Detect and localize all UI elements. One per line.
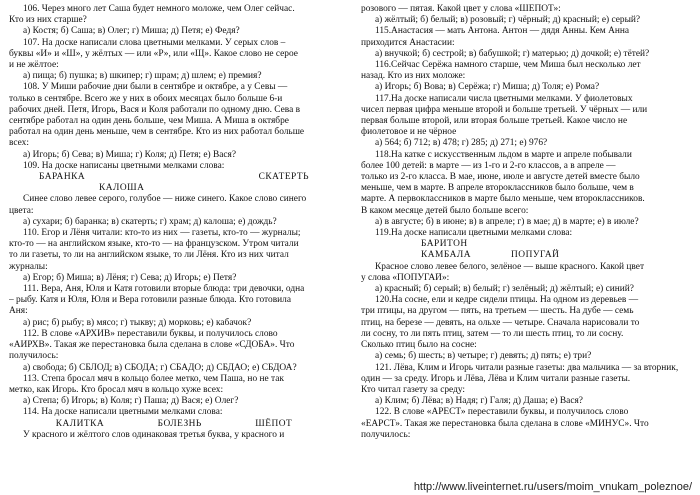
- text-line: только в сентябре. Всего же у них в обоих месяцах было больше 6-и: [9, 93, 283, 104]
- text-line: фиолетовое и не чёрное: [361, 127, 457, 138]
- board-word: КАЛОША: [99, 183, 145, 194]
- text-line: 119.На доске написали цветными мелками слова:: [375, 228, 573, 239]
- text-line: а) в августе; б) в июне; в) в апреле; г) в мае; д) в марте; е) в июле?: [375, 216, 639, 227]
- board-word: СКАТЕРТЬ: [258, 172, 309, 183]
- text-line: а) внучкой; б) сестрой; в) бабушкой; г) матерью; д) дочкой; е) тётей?: [375, 48, 650, 59]
- text-line: а) пища; б) пушка; в) шкипер; г) шрам; д) шлем; е) премия?: [23, 71, 262, 82]
- text-line: 111. Вера, Аня, Юля и Катя готовили вторые блюда: три девочки, одна: [23, 284, 305, 295]
- watermark-url: http://www.liveinternet.ru/users/moim_vnukam_poleznoe/: [413, 481, 692, 493]
- left-lines-3: [9, 430, 339, 441]
- text-line: ли сосну, то ли пять птиц, затем — то ли шесть птиц, то ли сосну.: [361, 328, 624, 339]
- text-line: 121. Лёва, Клим и Игорь читали разные газеты: два мальчика — за вторник,: [375, 362, 679, 373]
- text-line: а) семь; б) шесть; в) четыре; г) девять; д) пять; е) три?: [375, 351, 592, 362]
- words-109-row2: [9, 183, 339, 194]
- text-line: а) 564; б) 712; в) 478; г) 285; д) 271; е) 976?: [375, 138, 548, 149]
- text-line: Кто читал газету за среду:: [361, 384, 466, 395]
- text-line: один — за среду. Игорь и Лёва, Лёва и Клим читали разные газеты.: [361, 373, 631, 384]
- text-line: Аня:: [9, 306, 28, 317]
- text-line: а) Клим; б) Лёва; в) Надя; г) Галя; д) Даша; е) Вася?: [375, 396, 583, 407]
- text-line: журналы:: [9, 261, 48, 272]
- text-line: марте. А первоклассников в марте было меньше, чем второклассников.: [361, 194, 645, 205]
- text-line: 114. На доске написали цветными мелками слова:: [23, 407, 223, 418]
- words-114: [9, 419, 339, 430]
- text-line: Сколько птиц было на сосне:: [361, 340, 477, 351]
- text-line: и не жёлтое:: [9, 60, 59, 71]
- text-line: У красного и жёлтого слов одинаковая третья буква, у красного и: [23, 429, 285, 440]
- text-line: 110. Егор и Лёня читали: кто-то из них — газеты, кто-то — журналы;: [23, 228, 301, 239]
- text-line: 120.На сосне, ели и кедре сидели птицы. На одном из деревьев —: [375, 295, 639, 306]
- text-line: 107. На доске написали слова цветными мелками. У серых слов –: [23, 37, 286, 48]
- text-line: то ли газеты, то ли на английском языке, то ли Лёня. Кто из них читал: [9, 250, 289, 261]
- text-line: первая больше второй, или вторая больше третьей. Какое число не: [361, 116, 628, 127]
- right-lines-2: [361, 262, 693, 441]
- text-line: птиц, на березе — девять, на ольхе — четыре. Сначала нарисовали то: [361, 317, 640, 328]
- board-word: БАРАНКА: [39, 172, 86, 183]
- text-line: три птицы, на другом — пять, на третьем — шесть. На дубе — семь: [361, 306, 634, 317]
- text-line: а) сухари; б) баранка; в) скатерть; г) храм; д) калоша; е) дождь?: [23, 216, 277, 227]
- text-line: 115.Анастасия — мать Антона. Антон — дядя Анны. Кем Анна: [375, 26, 630, 37]
- text-line: а) Игорь; б) Сева; в) Миша; г) Коля; д) Петя; е) Вася?: [23, 149, 237, 160]
- text-line: Красное слово левее белого, зелёное — выше красного. Какой цвет: [375, 261, 645, 272]
- left-lines-2: [9, 194, 339, 418]
- text-line: а) Егор; б) Миша; в) Лёня; г) Сева; д) Игорь; е) Петя?: [23, 272, 237, 283]
- text-line: 112. В слове «АРХИВ» переставили буквы, и получилось слово: [23, 328, 278, 339]
- board-word: БОЛЕЗНЬ: [157, 418, 202, 429]
- text-line: только из 2-го класса. В мае, июне, июле и августе детей вместе было: [361, 172, 640, 183]
- text-line: Кто из них старше?: [9, 15, 87, 26]
- text-line: работал на один день меньше, чем в сентябре. Кто из них работал больше: [9, 127, 305, 138]
- text-line: кто-то — на английском языке, кто-то — на французском. Утром читали: [9, 239, 299, 250]
- text-line: получилось:: [361, 429, 411, 440]
- text-line: буквы «И» и «Ш», у жёлтых — или «Р», или «Щ». Какое слово не серое: [9, 48, 298, 59]
- text-line: а) Игорь; б) Вова; в) Серёжа; г) Миша; д) Толя; е) Рома?: [375, 82, 600, 93]
- right-lines-1: [361, 4, 693, 239]
- text-line: 113. Степа бросал мяч в кольцо более метко, чем Паша, но не так: [23, 373, 284, 384]
- text-line: цвета:: [9, 205, 34, 216]
- text-line: 106. Через много лет Саша будет немного моложе, чем Олег сейчас.: [23, 4, 295, 14]
- text-line: а) жёлтый; б) белый; в) розовый; г) чёрный; д) красный; е) серый?: [375, 15, 641, 26]
- text-line: а) Степа; б) Игорь; в) Коля; г) Паша; д) Вася; е) Олег?: [23, 396, 239, 407]
- text-line: 108. У Миши рабочие дни были в сентябре и октябре, а у Севы —: [23, 82, 288, 93]
- text-line: метко, как Игорь. Кто бросал мяч в кольцо хуже всех:: [9, 384, 224, 395]
- text-line: а) красный; б) серый; в) белый; г) зелёный; д) жёлтый; е) синий?: [375, 284, 634, 295]
- text-line: меньше, чем в марте. В апреле второклассников было больше, чем в: [361, 183, 634, 194]
- text-line: а) свобода; б) СБЛОД; в) СБОДА; г) СБАДО; д) СБДАО; е) СБДОА?: [23, 362, 297, 373]
- text-line: 118.На катке с искусственным льдом в марте и апреле побывали: [375, 149, 632, 160]
- text-line: назад. Кто из них моложе:: [361, 71, 466, 82]
- text-line: у слова «ПОПУГАЙ»:: [361, 272, 450, 283]
- left-lines-1: [9, 4, 339, 172]
- text-line: а) Костя; б) Саша; в) Олег; г) Миша; д) Петя; е) Федя?: [23, 26, 240, 37]
- text-line: 116.Сейчас Серёжа намного старше, чем Миша был несколько лет: [375, 60, 641, 71]
- board-word: ПОПУГАЙ: [511, 250, 560, 261]
- text-line: 109. На доске написаны цветными мелками слова:: [23, 160, 225, 171]
- left-page: [9, 4, 339, 483]
- board-word: ШЁПОТ: [255, 418, 293, 429]
- text-line: рабочих дней. Петя, Игорь, Вася и Коля работали по одному дню. Сева в: [9, 104, 301, 115]
- text-line: «ЕАРСТ». Такая же перестановка была сделана в слове «МИНУС». Что: [361, 418, 649, 429]
- text-line: чисел первая цифра меньше второй и больше третьей. У чёрных — или: [361, 104, 648, 115]
- text-line: розового — пятая. Какой цвет у слова «ШЁПОТ»:: [361, 4, 561, 14]
- words-119-row2: [361, 250, 693, 261]
- text-line: – рыбу. Катя и Юля, Юля и Вера готовили разные блюда. Кто готовила: [9, 295, 291, 306]
- text-line: а) рис; б) рыбу; в) мясо; г) тыкву; д) морковь; е) кабачок?: [23, 317, 252, 328]
- words-109-row1: [9, 172, 339, 183]
- board-word: КАЛИТКА: [55, 418, 105, 429]
- board-word: БАРИТОН: [421, 239, 468, 250]
- text-line: более 100 детей: в марте — из 1-го и 2-го классов, а в апреле —: [361, 160, 616, 171]
- text-line: Синее слово левее серого, голубое — ниже синего. Какое слово синего: [23, 194, 307, 205]
- text-line: получилось:: [9, 351, 59, 362]
- text-line: всех:: [9, 138, 29, 149]
- text-line: «АИРХВ». Такая же перестановка была сделана в слове «СДОБА». Что: [9, 340, 295, 351]
- board-word: КАМБАЛА: [421, 250, 472, 261]
- text-line: В каком месяце детей было больше всего:: [361, 205, 529, 216]
- text-line: приходится Анастасии:: [361, 37, 455, 48]
- text-line: сентябре работал на один день больше, чем Миша. А Миша в октябре: [9, 116, 289, 127]
- words-119-row1: [361, 239, 693, 250]
- text-line: 117.На доске написали числа цветными мелками. У фиолетовых: [375, 93, 633, 104]
- text-line: 122. В слове «АРЕСТ» переставили буквы, и получилось слово: [375, 407, 629, 418]
- right-page: [361, 4, 693, 483]
